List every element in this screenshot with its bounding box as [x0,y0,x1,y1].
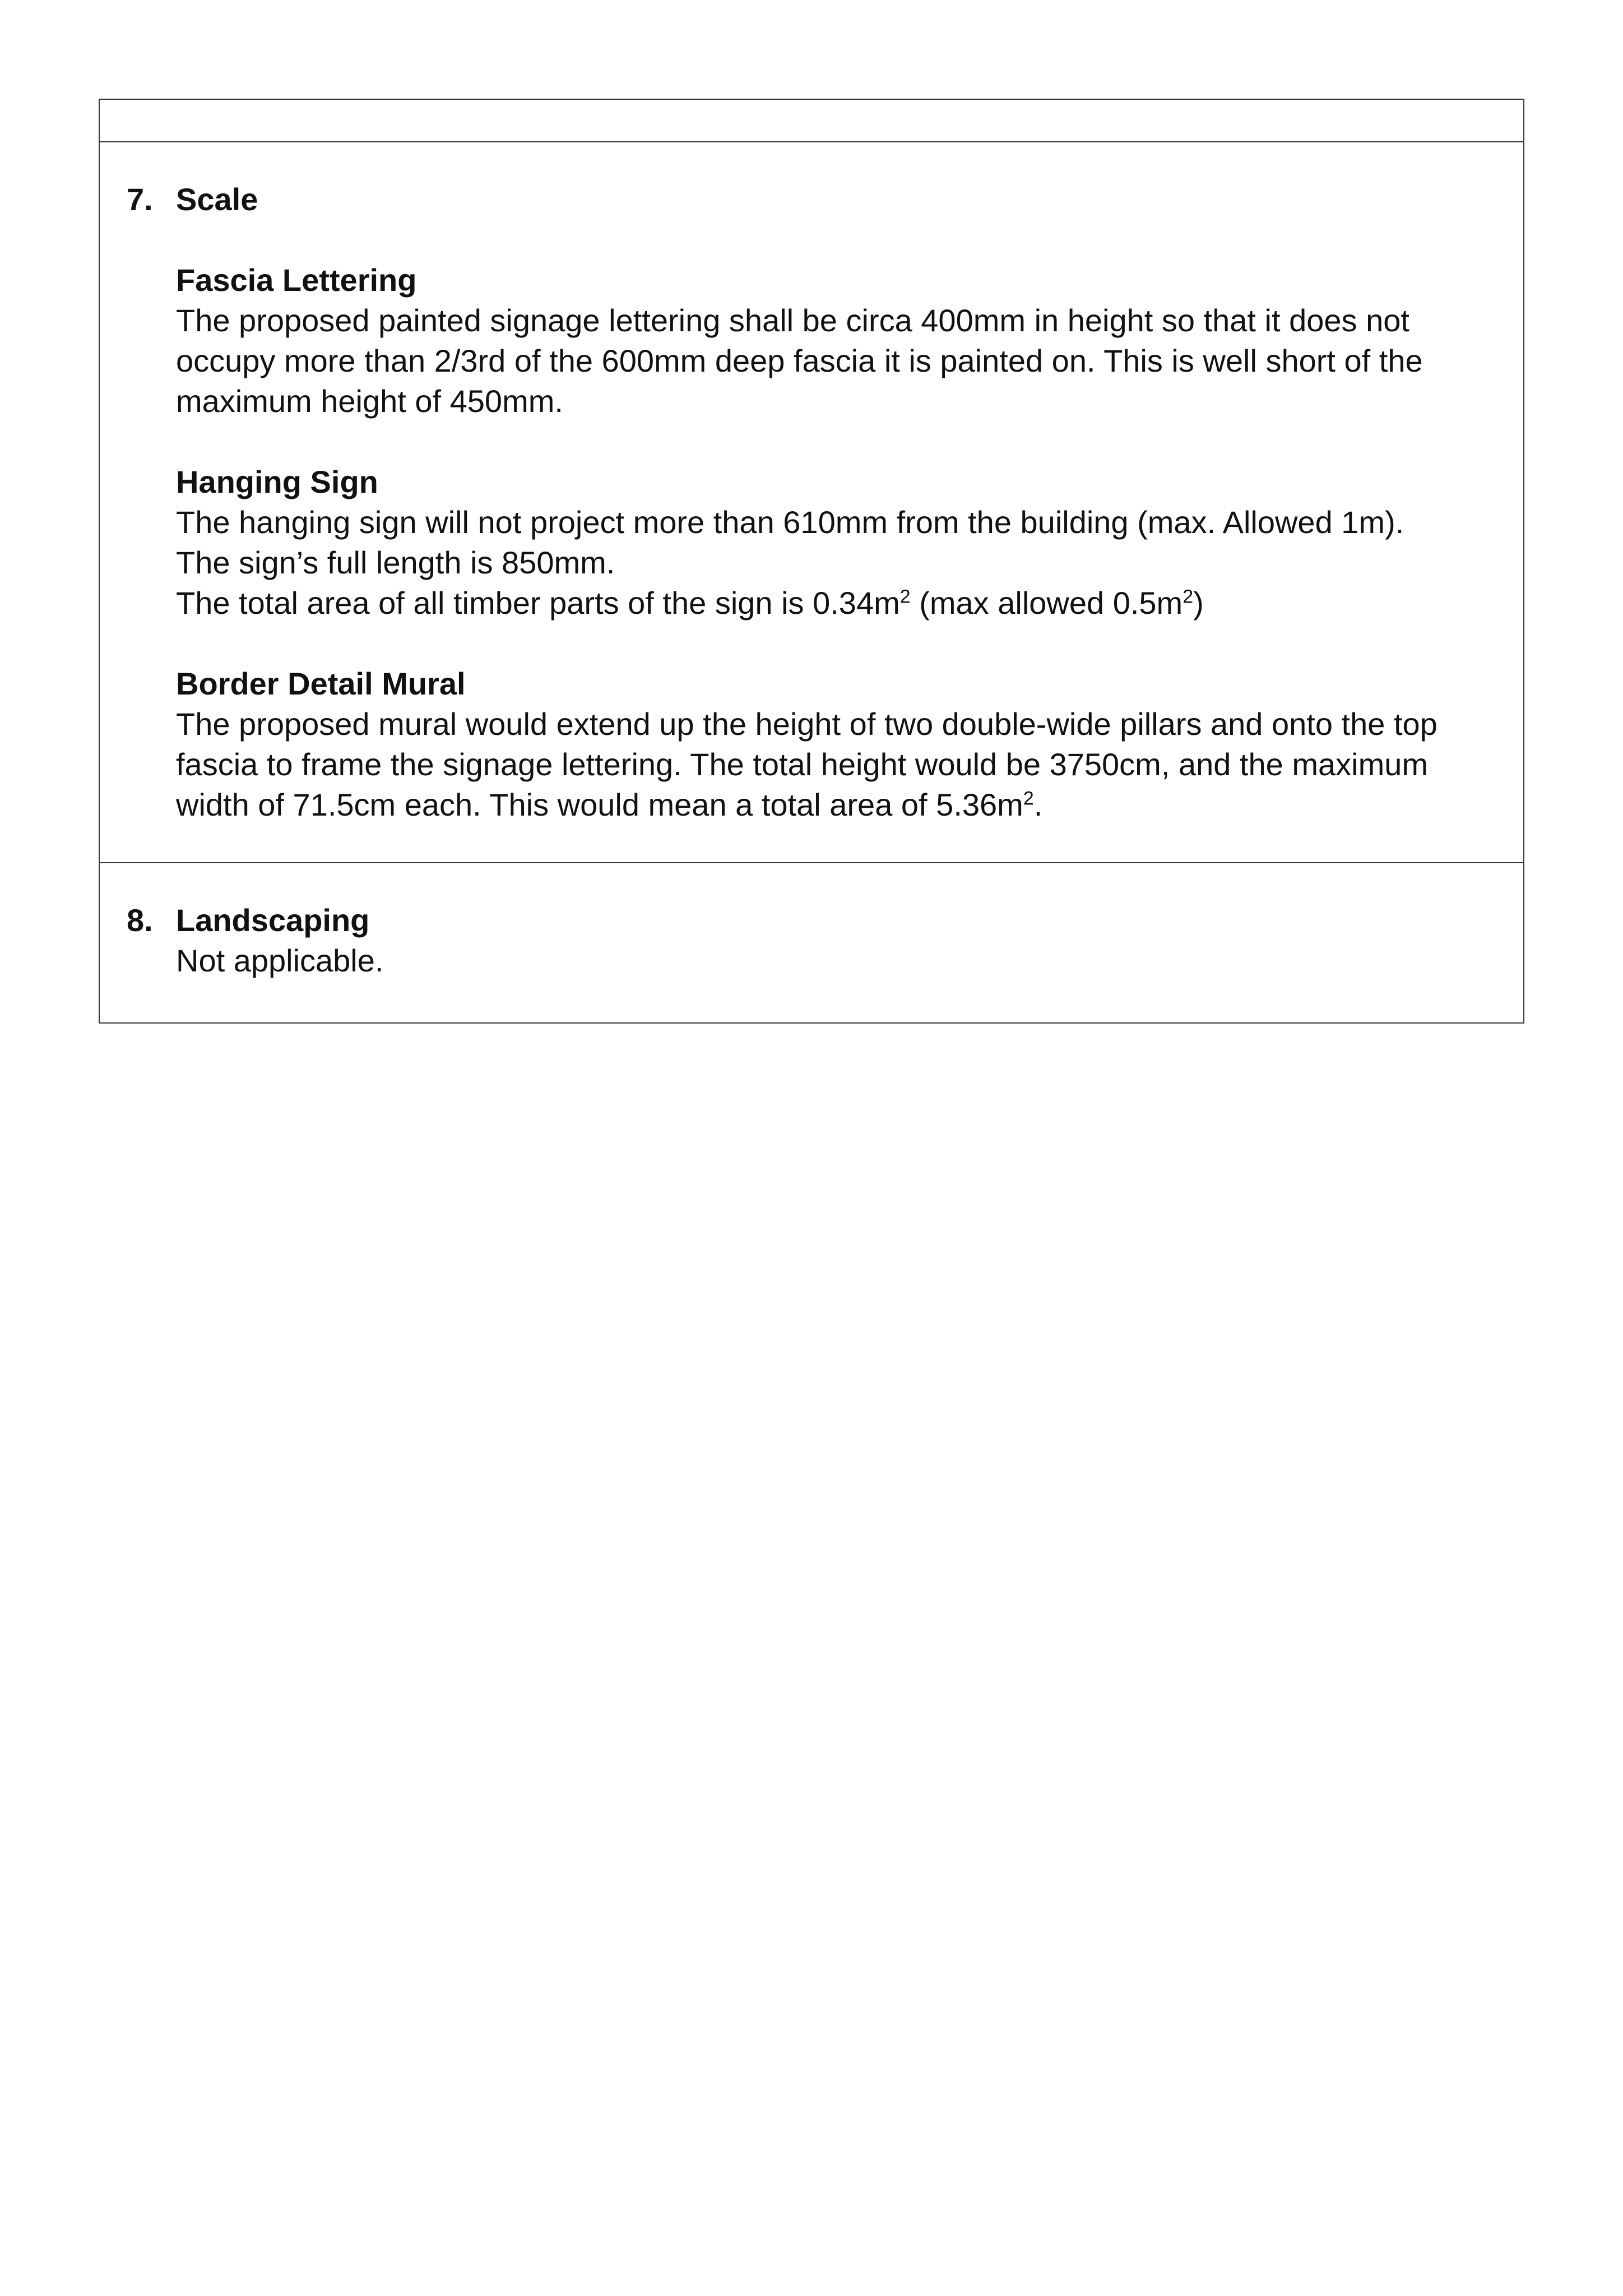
fascia-lettering-heading: Fascia Lettering [176,262,417,298]
hanging-sign-line-1: The hanging sign will not project more than 610mm from the building (max. Allowed 1m). [176,504,1404,540]
table-row-empty [100,100,1523,141]
border-mural-text: The proposed mural would extend up the height of two double-wide pillars and onto the top fascia to frame the signage lettering. The total height would be 3750cm, and the maximum width of 71.5cm each. This would mean a total area of $5.36m^2$. [176,706,1437,822]
section-title: Scale [176,182,258,217]
table-row-scale [100,141,1523,862]
hanging-sign-heading: Hanging Sign [176,464,378,499]
section-title: Landscaping [176,902,370,938]
fascia-lettering-text: The proposed painted signage lettering shall be circa 400mm in height so that it does not occupy more than 2/3rd of the 600mm deep fascia it is painted on. This is well short of the maximum height of 450mm. [176,303,1423,419]
section-number: 7. [127,182,153,217]
document-table [99,99,1524,1024]
section-body [176,179,1499,825]
section-number: 8. [127,902,153,938]
hanging-sign-line-2: The sign’s full length is 850mm. [176,545,615,580]
hanging-sign-line-3: The total area of all timber parts of the sign is $0.34m^2$ (max allowed $0.5m^2$) [176,585,1204,621]
section-body [176,900,1499,981]
border-mural-heading: Border Detail Mural [176,666,466,701]
table-row-landscaping [100,862,1523,1022]
landscaping-text: Not applicable. [176,943,384,978]
